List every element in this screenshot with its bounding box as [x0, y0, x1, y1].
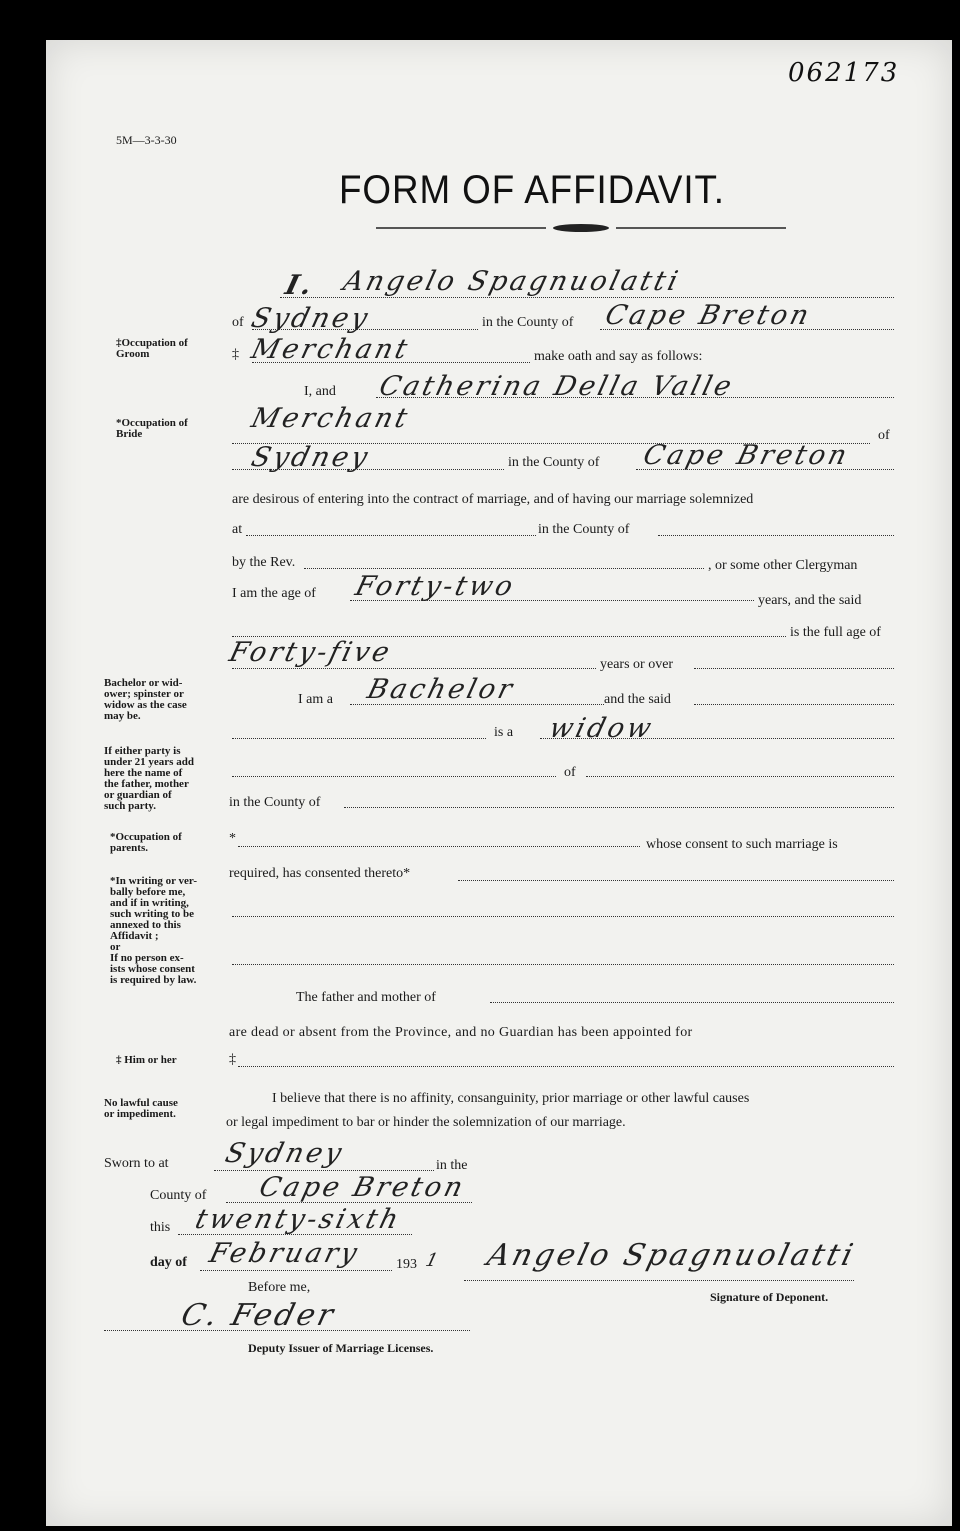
dagger-mark: ‡	[232, 347, 239, 362]
and-the-said-line	[694, 704, 894, 705]
of-label-3: of	[564, 765, 576, 780]
consent-required-text: whose consent to such marriage is	[646, 837, 838, 852]
years-over-text: years or over	[600, 657, 674, 672]
bride-name-line	[376, 397, 894, 398]
sworn-day-line	[178, 1234, 412, 1235]
groom-residence-line	[252, 329, 478, 330]
guardian-residence-line	[586, 776, 894, 777]
deponent-name: Angelo Spagnuolatti	[340, 266, 684, 297]
consented-line	[458, 880, 894, 881]
guardian-county-line	[344, 807, 894, 808]
of-label-2: of	[878, 428, 890, 443]
at-label: at	[232, 522, 243, 537]
year-prefix: 193	[396, 1257, 417, 1272]
day-of-label: day of	[150, 1255, 187, 1270]
bride-occupation: Merchant	[248, 403, 414, 434]
sworn-label: Sworn to at	[104, 1156, 169, 1171]
margin-note-under-21: If either party is under 21 years add here the name of the father, mother or guardian of such party.	[104, 745, 194, 812]
deponent-initial: I.	[282, 270, 318, 301]
of-label: of	[232, 315, 244, 330]
margin-note-occupation-parents: *Occupation of parents.	[110, 831, 182, 854]
groom-status-line	[350, 704, 604, 705]
margin-note-occupation-bride: *Occupation of Bride	[116, 417, 188, 440]
dagger-mark-2: ‡	[229, 1052, 236, 1067]
bride-county: Cape Breton	[640, 440, 853, 471]
bride-name: Catherina Della Valle	[376, 371, 738, 402]
year-suffix: 1	[423, 1250, 444, 1271]
deponent-signature: Angelo Spagnuolatti	[483, 1238, 860, 1273]
him-her-line	[238, 1066, 894, 1067]
groom-residence: Sydney	[248, 303, 374, 334]
this-label: this	[150, 1220, 171, 1235]
bride-residence-line	[232, 469, 504, 470]
county-label-2: in the County of	[508, 455, 600, 470]
guardian-county-label: in the County of	[229, 795, 321, 810]
father-mother-line	[490, 1002, 894, 1003]
groom-county-line	[600, 329, 894, 330]
margin-note-writing: *In writing or ver- bally before me, and if in writing, such writing to be annexed to this Affidavit ; or If no person ex- ists whose consent is required by law.	[110, 875, 198, 986]
sworn-county: Cape Breton	[256, 1172, 469, 1203]
bride-name-2-line	[232, 738, 486, 739]
groom-occupation-line	[252, 362, 530, 363]
bride-status-line	[540, 738, 894, 739]
margin-note-him-her: ‡ Him or her	[116, 1054, 177, 1066]
before-me-label: Before me,	[248, 1280, 311, 1295]
rev-line	[304, 568, 704, 569]
margin-note-lawful-cause: No lawful cause or impediment.	[104, 1097, 178, 1120]
clergyman-text: , or some other Clergyman	[708, 558, 858, 573]
county-label: in the County of	[482, 315, 574, 330]
full-age-text: is the full age of	[790, 625, 881, 640]
deponent-signature-line	[464, 1280, 854, 1281]
groom-county: Cape Breton	[602, 300, 815, 331]
and-the-said-text: and the said	[604, 692, 671, 707]
marriage-county-line	[658, 535, 894, 536]
sworn-place: Sydney	[222, 1138, 348, 1169]
document-number: 062173	[788, 58, 900, 88]
issuer-signature: C. Feder	[177, 1298, 340, 1333]
at-line	[246, 535, 536, 536]
consent-line-2	[232, 916, 894, 917]
consented-text: required, has consented thereto*	[229, 866, 411, 881]
sworn-county-label: County of	[150, 1188, 207, 1203]
groom-age: Forty-two	[352, 571, 519, 602]
i-am-a-label: I am a	[298, 692, 333, 707]
parent-occupation-line	[238, 846, 640, 847]
bride-status: widow	[546, 713, 658, 744]
groom-status: Bachelor	[364, 674, 519, 705]
dead-absent-text: are dead or absent from the Province, and no Guardian has been appointed for	[229, 1025, 693, 1040]
in-the-label: in the	[436, 1158, 468, 1173]
sworn-county-line	[226, 1202, 472, 1203]
groom-occupation: Merchant	[248, 334, 414, 365]
years-over-line	[694, 668, 894, 669]
title-ornament-divider	[376, 220, 786, 236]
bride-age: Forty-five	[226, 637, 396, 668]
desirous-text: are desirous of entering into the contract of marriage, and of having our marriage solemnized	[232, 492, 754, 507]
margin-note-bachelor: Bachelor or wid- ower; spinster or widow as the case may be.	[104, 677, 187, 722]
is-a-label: is a	[494, 725, 514, 740]
sworn-month-line	[200, 1270, 392, 1271]
bride-age-line	[232, 668, 596, 669]
guardian-name-line	[232, 776, 556, 777]
signature-of-deponent-label: Signature of Deponent.	[710, 1290, 829, 1304]
bride-residence: Sydney	[248, 442, 374, 473]
sworn-place-line	[214, 1170, 434, 1171]
form-code: 5M—3-3-30	[116, 133, 177, 147]
years-said-text: years, and the said	[758, 593, 862, 608]
asterisk-mark: *	[229, 831, 236, 846]
i-and-label: I, and	[304, 384, 336, 399]
oath-text: make oath and say as follows:	[534, 349, 703, 364]
county-label-3: in the County of	[538, 522, 630, 537]
bride-county-line	[636, 469, 894, 470]
affidavit-document	[46, 40, 952, 1526]
age-label: I am the age of	[232, 586, 316, 601]
rev-label: by the Rev.	[232, 555, 296, 570]
deputy-issuer-label: Deputy Issuer of Marriage Licenses.	[248, 1341, 434, 1355]
groom-age-line	[350, 600, 754, 601]
sworn-day: twenty-sixth	[192, 1204, 405, 1235]
sworn-month: February	[206, 1238, 363, 1269]
believe-text-1: I believe that there is no affinity, consanguinity, prior marriage or other lawful causes	[272, 1091, 750, 1106]
page-title: FORM OF AFFIDAVIT.	[339, 168, 725, 212]
father-mother-text: The father and mother of	[296, 990, 436, 1005]
deponent-line	[280, 297, 894, 298]
consent-line-3	[232, 964, 894, 965]
believe-text-2: or legal impediment to bar or hinder the solemnization of our marriage.	[226, 1115, 626, 1130]
issuer-signature-line	[104, 1330, 470, 1331]
margin-note-occupation-groom: ‡Occupation of Groom	[116, 337, 188, 360]
